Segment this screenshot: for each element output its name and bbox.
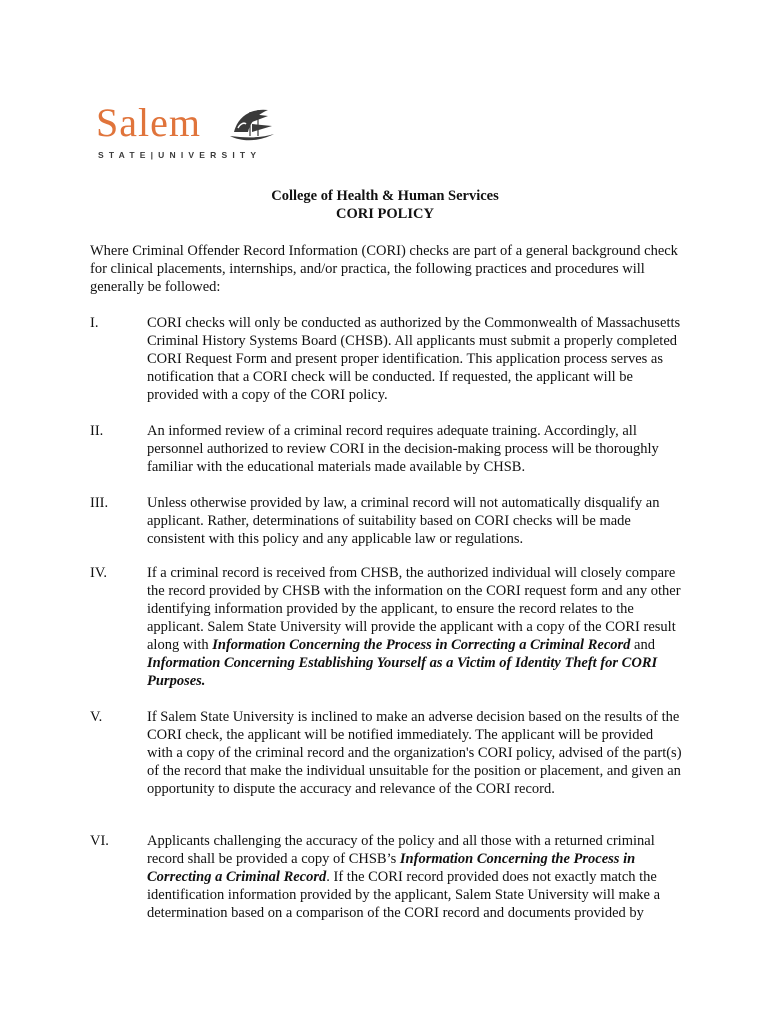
item-number: IV. [90,565,108,581]
item-text [147,708,682,798]
item-text-segment: Applicants challenging the accuracy of the policy and all those with a returned criminal record shall be provided a copy of CHSB’s [147,833,655,867]
item-text [147,832,682,922]
item-text-segment: . If the CORI record provided does not exactly match the identification information provided by the applicant, Salem State University will make a determination based on a comparison of the CORI record and documents provided by [147,869,661,921]
item-text-segment: Unless otherwise provided by law, a criminal record will not automatically disqualify an applicant. Rather, determinations of suitability based on CORI checks will be made consistent with this policy and any applicable law or regulations. [147,495,660,547]
item-number: III. [90,495,109,511]
item-text-segment: and [630,637,655,653]
item-text-segment: If a criminal record is received from CHSB, the authorized individual will closely compare the record provided by CHSB with the information on the CORI request form and any other identifying information provided by the applicant, to ensure the record relates to the applicant. Salem State University will provide the applicant with a copy of the CORI result along with [147,565,681,653]
item-number: II. [90,423,104,439]
item-text-segment: CORI checks will only be conducted as authorized by the Commonwealth of Massachusetts Criminal History Systems Board (CHSB). All applicants must submit a properly completed CORI Request Form and present proper identification. This application process serves as notification that a CORI check will be conducted. If requested, the applicant will be provided with a copy of the CORI policy. [147,315,681,403]
college-heading: College of Health & Human Services [271,188,499,204]
item-text [147,564,682,690]
item-text-segment: If Salem State University is inclined to make an adverse decision based on the results of the CORI check, the applicant will be notified immediately. The applicant will be provided with a copy of the criminal record and the organization's CORI policy, advised of the part(s) of the record that make the individual unsuitable for the position or placement, and given an opportunity to dispute the accuracy and relevance of the CORI record. [147,709,682,797]
item-text [147,422,682,476]
item-text-segment: An informed review of a criminal record requires adequate training. Accordingly, all personnel authorized to review CORI in the decision-making process will be thoroughly familiar with the educational materials made available by CHSB. [147,423,659,475]
policy-heading: CORI POLICY [336,206,434,222]
ship-icon [228,102,276,146]
item-number: V. [90,709,103,725]
item-text-emphasis: Information Concerning Establishing Yourself as a Victim of Identity Theft for CORI Purposes. [147,655,658,689]
item-text-emphasis: Information Concerning the Process in Correcting a Criminal Record [212,637,631,653]
item-text-emphasis: Information Concerning the Process in Correcting a Criminal Record [147,851,636,885]
item-text [147,494,682,548]
intro-paragraph: Where Criminal Offender Record Information (CORI) checks are part of a general background check for clinical placements, internships, and/or practica, the following practices and procedures will generally be followed: [90,243,678,295]
logo-wordmark: Salem [96,100,201,145]
salem-state-logo [96,100,286,162]
item-text [147,314,682,404]
logo-subtitle: STATE|UNIVERSITY [98,150,262,160]
item-number: VI. [90,833,109,849]
item-number: I. [90,315,99,331]
